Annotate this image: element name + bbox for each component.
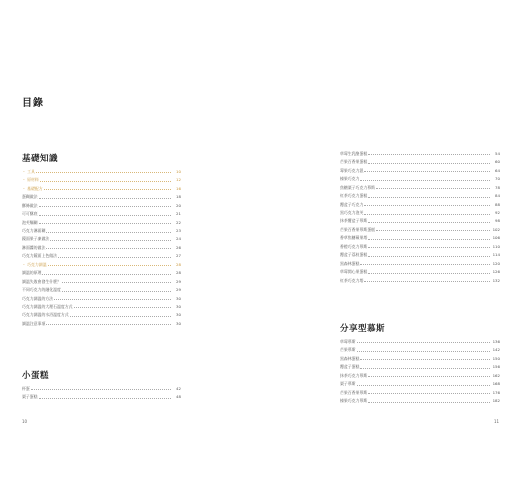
toc-entry-page: 150 (492, 355, 500, 361)
toc-entry (340, 249, 500, 257)
toc-entry-title: 焦糖栗子巧克力慕斯 (340, 184, 376, 190)
toc-entry-title: 調溫注意事項 (22, 320, 46, 326)
toc-entry-title: 芒果百香果慕斯 (340, 389, 368, 395)
toc-entry-title: ・ 原材料 (22, 177, 39, 183)
toc-entry-page: 132 (492, 277, 500, 283)
toc-list-basics (22, 166, 181, 326)
toc-entry (340, 207, 500, 215)
dot-leader (31, 389, 171, 390)
toc-entry-title: 覆盆子蛋糕 (340, 364, 360, 370)
toc-entry (22, 267, 181, 275)
dot-leader (368, 154, 490, 155)
toc-entry-title: 巧克力淋面糊 (22, 228, 46, 233)
toc-entry (22, 234, 181, 242)
section-title-sharing-mousse: 分享型慕斯 (340, 324, 386, 334)
toc-entry-title: 香橙巧克力慕斯 (340, 243, 368, 249)
toc-entry (22, 293, 181, 301)
toc-entry-title: 不同巧克力的融化溫度 (22, 287, 61, 293)
dot-leader (39, 223, 171, 224)
dot-leader (368, 256, 490, 257)
dot-leader (360, 264, 490, 265)
toc-entry (22, 183, 181, 191)
dot-leader (39, 198, 171, 199)
dot-leader (376, 188, 490, 189)
toc-entry-page: 114 (492, 252, 500, 258)
dot-leader (50, 240, 171, 241)
toc-entry-title: 黑森林蛋糕 (340, 260, 360, 266)
dot-leader (46, 248, 171, 249)
toc-entry (340, 156, 500, 164)
toc-entry-title: 香草焦糖蘋果塔 (340, 235, 368, 241)
toc-entry (340, 199, 500, 207)
section-title-basics: 基礎知識 (22, 154, 59, 164)
dot-leader (360, 180, 490, 181)
dot-leader (368, 273, 490, 274)
toc-entry-title: 栗子蛋糕 (22, 394, 38, 400)
toc-entry (340, 165, 500, 173)
toc-entry-page: 42 (176, 385, 181, 391)
toc-entry-page: 84 (495, 193, 500, 199)
toc-entry-title: 杯蛋 (22, 385, 30, 391)
toc-entry-page: 64 (495, 167, 500, 173)
toc-entry (22, 301, 181, 309)
toc-entry-page: 92 (495, 210, 500, 215)
dot-leader (360, 368, 490, 369)
toc-entry-title: 覆盆子巧克力 (340, 201, 364, 207)
toc-entry (340, 336, 500, 344)
toc-entry-page: 16 (176, 185, 181, 191)
toc-entry (340, 182, 500, 190)
right-page (260, 0, 520, 500)
dot-leader (44, 189, 171, 190)
toc-entry-page: 24 (176, 236, 181, 242)
toc-entry-title: 泡芙麵糊 (22, 219, 38, 225)
toc-entry-title: ・ 基礎配方 (22, 185, 43, 191)
toc-entry-page: 30 (176, 320, 181, 326)
dot-leader (58, 257, 171, 258)
toc-entry (22, 208, 181, 216)
toc-entry-page: 126 (492, 269, 500, 275)
toc-entry-page: 156 (492, 364, 500, 370)
toc-entry (22, 166, 181, 174)
toc-entry-page: 176 (492, 389, 500, 395)
toc-entry (22, 284, 181, 292)
toc-entry (340, 232, 500, 240)
dot-leader (54, 299, 171, 300)
toc-entry-title: 紅茶巧克力蛋糕 (340, 193, 368, 199)
toc-entry-title: 紅茶巧克力塔 (340, 277, 364, 283)
toc-entry (340, 241, 500, 249)
dot-leader (62, 282, 171, 283)
toc-entry-title: 芒果百香果蛋糕 (340, 159, 368, 165)
toc-entry (22, 225, 181, 233)
dot-leader (70, 316, 171, 317)
toc-entry (22, 217, 181, 225)
toc-entry-page: 20 (176, 202, 181, 208)
toc-entry-title: 榛果巧克力慕斯 (340, 398, 368, 403)
dot-leader (36, 172, 171, 173)
toc-entry (22, 174, 181, 182)
toc-entry (340, 216, 500, 224)
dot-leader (364, 281, 490, 282)
toc-entry-page: 106 (492, 235, 500, 241)
section-title-small-cakes: 小蛋糕 (22, 371, 50, 381)
toc-entry (22, 318, 181, 326)
toc-entry-page: 30 (176, 312, 181, 318)
toc-entry (22, 276, 181, 284)
toc-list-sharing-mousse (340, 336, 500, 404)
dot-leader (48, 265, 171, 266)
toc-entry (22, 383, 181, 391)
toc-list-continued (340, 148, 500, 283)
dot-leader (368, 402, 490, 403)
toc-entry (340, 387, 500, 395)
toc-entry-title: 調溫的原理 (22, 270, 42, 276)
toc-entry (340, 395, 500, 403)
dot-leader (40, 181, 171, 182)
toc-entry-title: 巧克力調溫的大理石溫度方式 (22, 303, 73, 309)
toc-entry-page: 70 (495, 176, 500, 182)
dot-leader (368, 163, 490, 164)
dot-leader (357, 342, 490, 343)
toc-entry-title: 淋面醬的做法 (22, 244, 46, 250)
toc-entry-title: 草莓開心果蛋糕 (340, 269, 368, 275)
toc-entry (340, 190, 500, 198)
toc-entry-title: 巧克力調溫的水浴溫度方式 (22, 312, 69, 318)
toc-entry (340, 173, 500, 181)
dot-leader (364, 214, 490, 215)
dot-leader (368, 239, 490, 240)
toc-entry-page: 10 (176, 168, 181, 174)
dot-leader (368, 376, 490, 377)
toc-entry-page: 26 (176, 244, 181, 250)
dot-leader (357, 351, 490, 352)
toc-entry (22, 242, 181, 250)
toc-entry-title: 覆盆子荔枝蛋糕 (340, 252, 368, 258)
toc-entry-page: 98 (495, 218, 500, 224)
toc-entry-title: 鏡面果子凍做法 (22, 236, 50, 242)
dot-leader (74, 307, 171, 308)
toc-entry-page: 30 (176, 303, 181, 309)
toc-entry-title: ・ 工具 (22, 168, 35, 174)
page-number-left: 10 (22, 419, 28, 424)
dot-leader (376, 230, 490, 231)
toc-entry-title: 巧克力調溫的方法 (22, 295, 54, 301)
toc-entry-title: 芒果慕斯 (340, 347, 356, 353)
toc-entry-title: 栗子慕斯 (340, 381, 356, 387)
dot-leader (360, 359, 490, 360)
toc-entry-page: 18 (176, 194, 181, 200)
toc-entry-page: 60 (495, 159, 500, 165)
toc-entry (340, 344, 500, 352)
toc-entry-page: 110 (492, 243, 500, 249)
toc-entry (22, 191, 181, 199)
toc-entry-page: 28 (176, 261, 181, 267)
dot-leader (62, 291, 171, 292)
toc-entry-title: 抹茶覆盆子慕斯 (340, 218, 368, 224)
toc-entry-page: 142 (492, 347, 500, 353)
toc-entry-page: 29 (176, 287, 181, 293)
toc-entry-page: 30 (176, 295, 181, 301)
dot-leader (357, 385, 490, 386)
toc-entry (340, 361, 500, 369)
toc-entry-title: 莓果巧克力派 (340, 167, 364, 173)
toc-entry-title: 巧克力鏡面上色做法 (22, 253, 58, 259)
toc-entry (340, 258, 500, 266)
toc-entry (340, 378, 500, 386)
toc-entry-page: 162 (492, 372, 500, 378)
dot-leader (364, 205, 490, 206)
toc-entry-page: 27 (176, 253, 181, 259)
dot-leader (39, 398, 171, 399)
dot-leader (364, 171, 490, 172)
toc-entry-page: 136 (492, 338, 500, 344)
toc-entry-title: 草莓生乳酪蛋糕 (340, 150, 368, 156)
toc-entry-page: 78 (495, 184, 500, 190)
toc-entry-title: 黑森林蛋糕 (340, 355, 360, 361)
toc-entry (22, 259, 181, 267)
toc-entry (340, 370, 500, 378)
toc-entry (22, 391, 181, 399)
toc-entry-title: 調溫失敗會發生什麼？ (22, 278, 61, 284)
toc-entry-page: 22 (176, 219, 181, 225)
toc-entry-page: 48 (176, 394, 181, 400)
toc-entry-page: 28 (176, 270, 181, 276)
dot-leader (368, 222, 490, 223)
toc-entry-page: 54 (495, 150, 500, 156)
toc-entry-title: 黑巧克力泡芙 (340, 210, 364, 215)
dot-leader (42, 274, 171, 275)
toc-entry-title: 芒果百香果慕斯蛋糕 (340, 226, 376, 232)
toc-entry-title: 蛋糊做法 (22, 194, 38, 200)
dot-leader (39, 215, 171, 216)
toc-list-small-cakes (22, 383, 181, 400)
page-number-right: 11 (494, 419, 500, 424)
toc-entry-title: 酥條做法 (22, 202, 38, 208)
toc-entry-page: 29 (176, 278, 181, 284)
toc-entry-title: 可可酥底 (22, 211, 38, 217)
toc-entry-page: 182 (492, 398, 500, 403)
dot-leader (368, 197, 490, 198)
toc-entry-title: 抹茶巧克力慕斯 (340, 372, 368, 378)
toc-entry-page: 120 (492, 260, 500, 266)
toc-entry (340, 148, 500, 156)
dot-leader (39, 206, 171, 207)
dot-leader (368, 393, 490, 394)
toc-entry (340, 353, 500, 361)
toc-title: 目錄 (22, 98, 44, 109)
toc-entry-page: 23 (176, 228, 181, 233)
toc-entry (340, 224, 500, 232)
toc-entry-title: 草莓慕斯 (340, 338, 356, 344)
toc-entry-page: 168 (492, 381, 500, 387)
toc-entry (22, 250, 181, 258)
toc-entry (340, 275, 500, 283)
toc-entry (22, 200, 181, 208)
toc-entry-page: 102 (492, 226, 500, 232)
dot-leader (368, 247, 490, 248)
dot-leader (46, 232, 171, 233)
toc-entry-title: ・ 巧克力調溫 (22, 261, 47, 267)
dot-leader (46, 324, 171, 325)
toc-entry-page: 21 (176, 211, 181, 217)
toc-entry (22, 309, 181, 317)
toc-entry (340, 266, 500, 274)
toc-entry-page: 12 (176, 177, 181, 183)
toc-entry-title: 榛果巧克力 (340, 176, 360, 182)
toc-entry-page: 88 (495, 201, 500, 207)
